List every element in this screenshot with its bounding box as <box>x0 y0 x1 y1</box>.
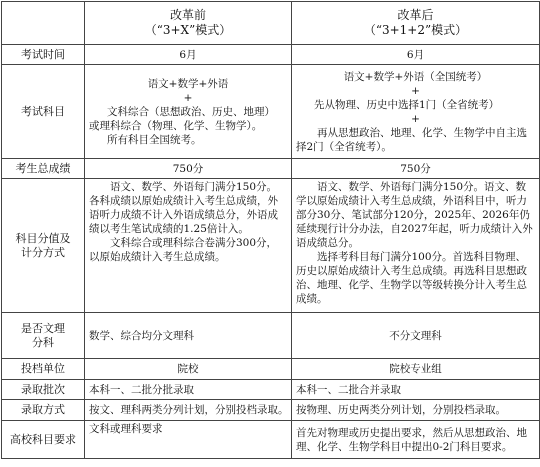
batch-label: 录取批次 <box>2 380 85 400</box>
scoring-after <box>292 179 540 313</box>
requirement-after: 首先对物理或历史提出要求，然后从思想政治、地理、化学、生物学科目中提出0-2门科目要求。 <box>292 421 540 459</box>
method-label: 录取方式 <box>2 400 85 421</box>
row-split <box>2 313 540 359</box>
method-after: 按物理、历史两类分列计划，分别投档录取。 <box>292 400 540 421</box>
subjects-before-plus: + <box>183 91 193 104</box>
total-label: 考生总成绩 <box>2 159 85 179</box>
corner-cell <box>2 2 85 45</box>
after-subtitle: （“3+1+2”模式） <box>363 23 468 37</box>
exam-time-after: 6月 <box>292 45 540 65</box>
subjects-after-plus1: + <box>411 84 420 97</box>
row-exam-time <box>2 45 540 65</box>
header-row <box>2 2 540 45</box>
scoring-label <box>2 179 85 313</box>
subjects-after-plus2: + <box>411 112 420 125</box>
total-before: 750分 <box>85 159 292 179</box>
scoring-label-line1: 科目分值及 <box>15 231 71 245</box>
scoring-after-p1: 语文、数学、外语每门满分150分。语文、数学以原始成绩计入考生总成绩，外语科目中，听力部分30分、笔试部分120分，2025年、2026年仍延续现行计分办法，自2027年起，听力成绩计入外语成绩总分。 <box>296 181 533 249</box>
row-unit <box>2 359 540 380</box>
subjects-before-line2: 文科综合（思想政治、历史、地理） <box>107 105 275 118</box>
row-total <box>2 159 540 179</box>
scoring-label-line2: 计分方式 <box>21 245 65 259</box>
scoring-before <box>85 179 292 313</box>
unit-before: 院校 <box>85 359 292 380</box>
exam-time-label: 考试时间 <box>2 45 85 65</box>
requirement-label: 高校科目要求 <box>2 421 85 459</box>
before-title: 改革前 <box>169 8 206 22</box>
before-header <box>85 2 292 45</box>
comparison-table <box>1 1 540 459</box>
after-header <box>292 2 540 45</box>
split-label-line2: 分科 <box>32 335 54 349</box>
batch-after: 本科一、二批合并录取 <box>292 380 540 400</box>
requirement-before: 文科或理科要求 <box>85 421 292 459</box>
subjects-before <box>85 65 292 159</box>
split-after: 不分文理科 <box>292 313 540 359</box>
total-after: 750分 <box>292 159 540 179</box>
row-requirement <box>2 421 540 459</box>
after-title: 改革后 <box>397 8 434 22</box>
scoring-before-p2: 文科综合或理科综合卷满分300分，以原始成绩计入考生总成绩。 <box>89 237 278 263</box>
row-scoring <box>2 179 540 313</box>
split-before: 数学、综合均分文理科 <box>85 313 292 359</box>
split-label-line1: 是否文理 <box>21 321 65 335</box>
subjects-after-line3: 再从思想政治、地理、化学、生物学中自主选择2门（全省统考）。 <box>296 126 527 153</box>
exam-time-before: 6月 <box>85 45 292 65</box>
row-method <box>2 400 540 421</box>
split-label <box>2 313 85 359</box>
subjects-after <box>292 65 540 159</box>
scoring-before-p1: 语文、数学、外语每门满分150分。各科成绩以原始成绩计入考生总成绩，外语听力成绩不计入外语成绩总分，外语成绩以考生笔试成绩的1.25倍计入。 <box>89 181 278 235</box>
subjects-before-line4: 所有科目全国统考。 <box>107 133 202 146</box>
method-before: 按文、理科两类分列计划，分别投档录取。 <box>85 400 292 421</box>
row-batch <box>2 380 540 400</box>
subjects-before-line1: 语文+数学+外语 <box>147 77 229 90</box>
unit-label: 投档单位 <box>2 359 85 380</box>
before-subtitle: （“3+X”模式） <box>144 23 232 37</box>
batch-before: 本科一、二批分批录取 <box>85 380 292 400</box>
unit-after: 院校专业组 <box>292 359 540 380</box>
scoring-after-p2: 选择考科目每门满分100分。首选科目物理、历史以原始成绩计入考生总成绩。再选科目思想政治、地理、化学、生物学以等级转换分计入考生总成绩。 <box>296 251 527 305</box>
subjects-after-line2: 先从物理、历史中选择1门（全省统考） <box>314 98 500 111</box>
subjects-before-line3: 或理科综合（物理、化学、生物学）。 <box>89 119 263 132</box>
subjects-label: 考试科目 <box>2 65 85 159</box>
row-subjects <box>2 65 540 159</box>
subjects-after-line1: 语文+数学+外语（全国统考） <box>343 70 488 83</box>
